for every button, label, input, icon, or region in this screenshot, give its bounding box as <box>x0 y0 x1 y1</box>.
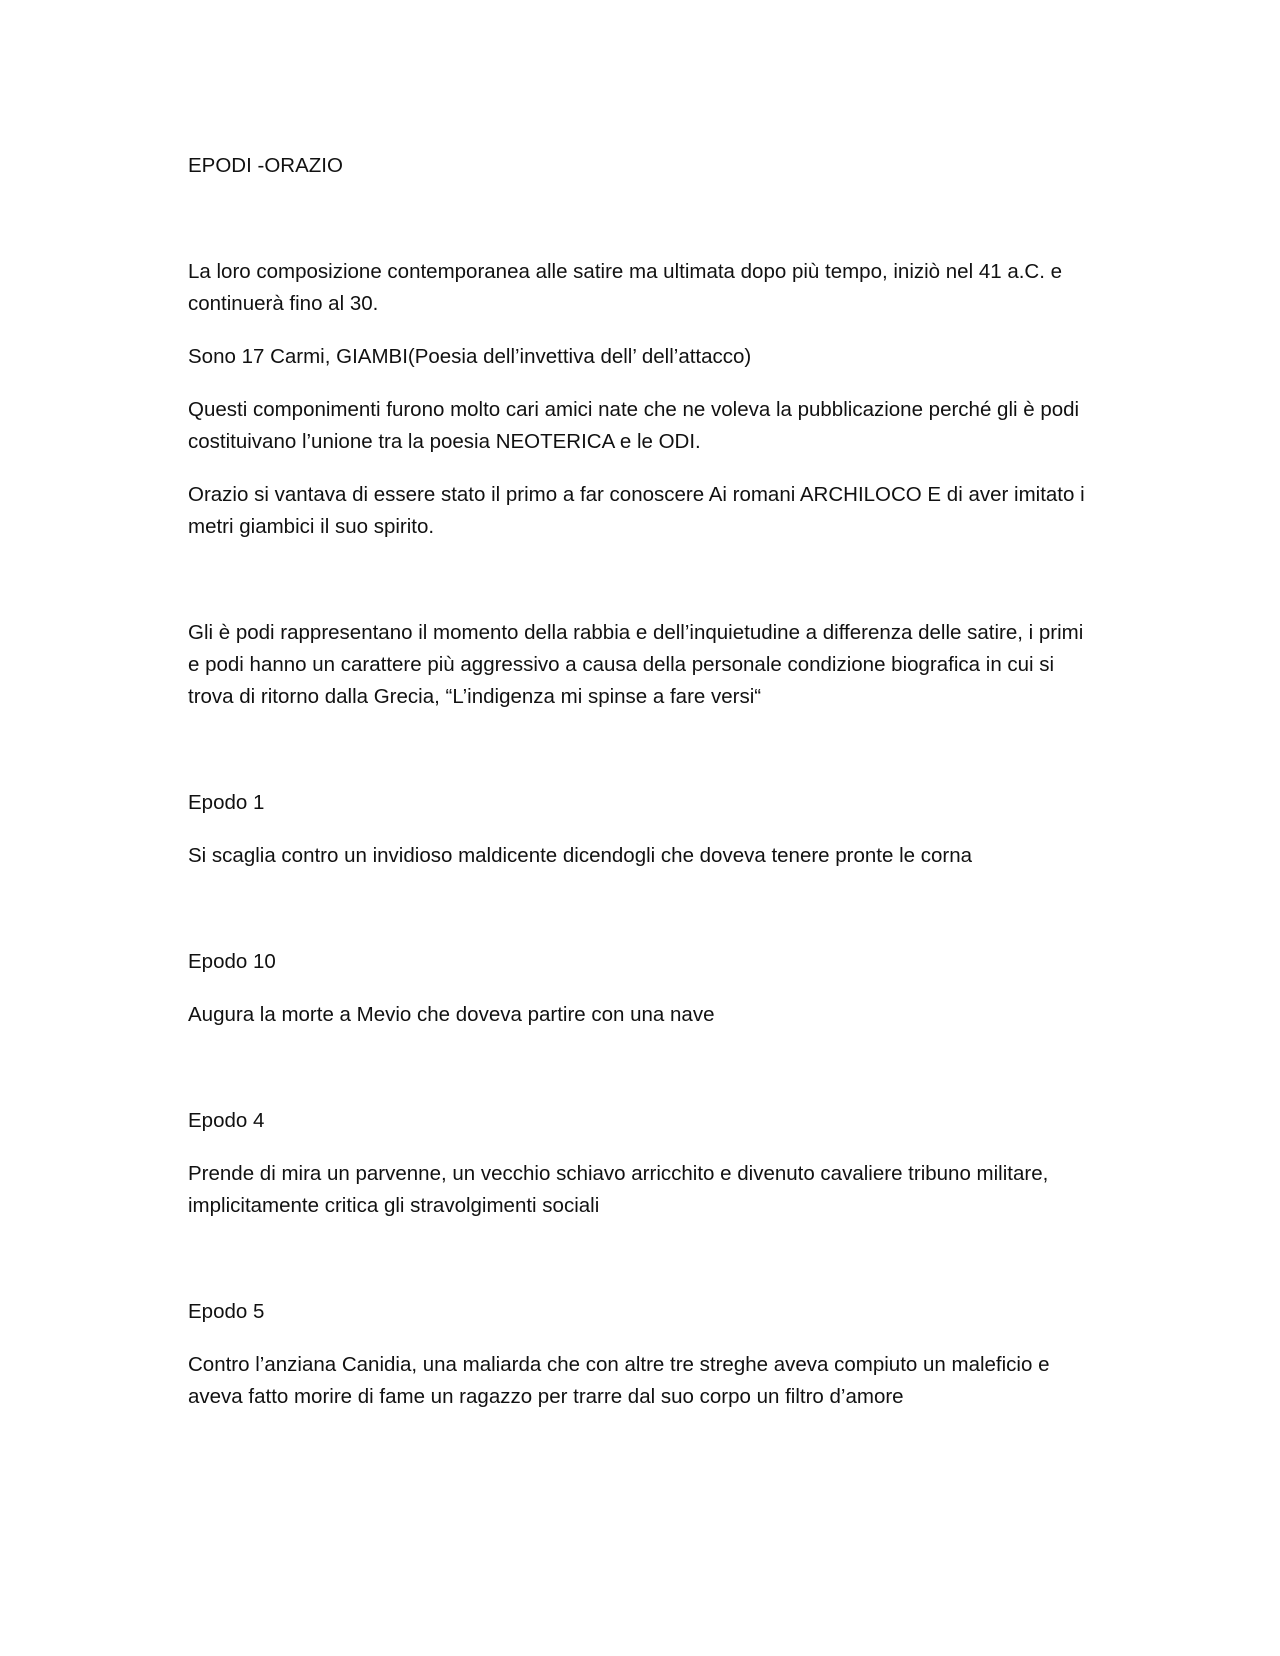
epode-text-4: Prende di mira un parvenne, un vecchio schiavo arricchito e divenuto cavaliere tribuno militare, implicitamente critica gli stravolgimenti sociali <box>188 1162 1049 1217</box>
epode-heading-1: Epodo 1 <box>188 791 265 814</box>
epode-heading-5: Epodo 5 <box>188 1300 265 1323</box>
epode-text-10: Augura la morte a Mevio che doveva partire con una nave <box>188 1003 715 1026</box>
epode-heading-4: Epodo 4 <box>188 1109 265 1132</box>
epode-text-5: Contro l’anziana Canidia, una maliarda che con altre tre streghe aveva compiuto un maleficio e aveva fatto morire di fame un ragazzo per trarre dal suo corpo un filtro d’amore <box>188 1353 1050 1408</box>
epode-text-1: Si scaglia contro un invidioso maldicente dicendogli che doveva tenere pronte le corna <box>188 844 973 867</box>
document-body <box>188 150 1093 1413</box>
document-title: EPODI -ORAZIO <box>188 154 343 177</box>
paragraph-rabbia: Gli è podi rappresentano il momento della rabbia e dell’inquietudine a differenza delle satire, i primi e podi hanno un carattere più aggressivo a causa della personale condizione biografica in cui si trova di ritorno dalla Grecia, “L’indigenza mi spinse a fare versi“ <box>188 621 1084 708</box>
paragraph-composition: La loro composizione contemporanea alle satire ma ultimata dopo più tempo, iniziò nel 41 a.C. e continuerà fino al 30. <box>188 260 1063 315</box>
paragraph-carmi: Sono 17 Carmi, GIAMBI(Poesia dell’invettiva dell’ dell’attacco) <box>188 345 752 368</box>
epode-heading-10: Epodo 10 <box>188 950 276 973</box>
paragraph-componimenti: Questi componimenti furono molto cari amici nate che ne voleva la pubblicazione perché gli è podi costituivano l’unione tra la poesia NEOTERICA e le ODI. <box>188 398 1080 453</box>
paragraph-archiloco: Orazio si vantava di essere stato il primo a far conoscere Ai romani ARCHILOCO E di aver imitato i metri giambici il suo spirito. <box>188 483 1085 538</box>
